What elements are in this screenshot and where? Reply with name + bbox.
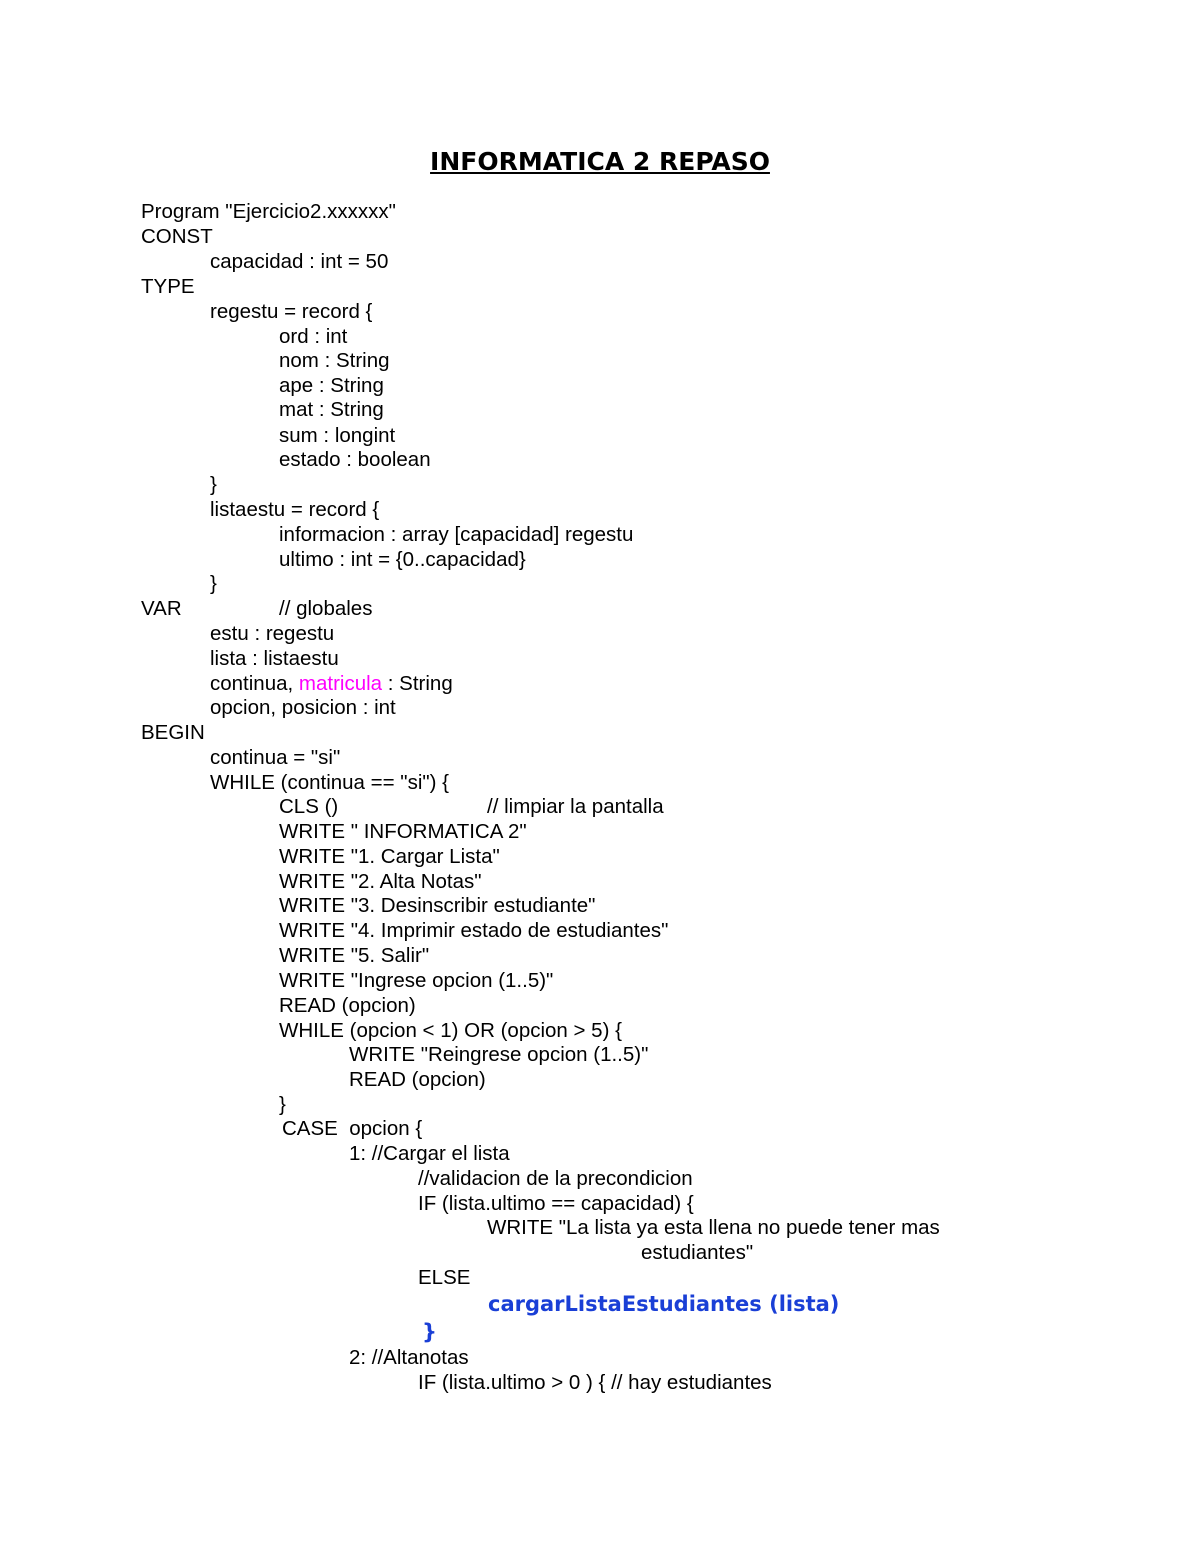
code-line: BEGIN: [141, 721, 205, 744]
code-line: READ (opcion): [279, 994, 416, 1017]
code-line: regestu = record {: [210, 300, 373, 323]
code-line: VAR: [141, 597, 182, 620]
code-line: sum : longint: [279, 424, 396, 447]
highlighted-function-call: cargarListaEstudiantes (lista): [488, 1292, 840, 1316]
code-line: IF (lista.ultimo == capacidad) {: [418, 1192, 694, 1215]
code-comment: // globales: [279, 597, 373, 620]
code-text: : String: [387, 672, 453, 695]
code-line: nom : String: [279, 349, 390, 372]
code-line: 1: //Cargar el lista: [349, 1142, 510, 1165]
code-line: CLS (): [279, 795, 339, 818]
code-line: WHILE (continua == "si") {: [210, 771, 450, 794]
code-comment: // limpiar la pantalla: [487, 795, 664, 818]
code-line: }: [210, 572, 217, 595]
code-line: WRITE "3. Desinscribir estudiante": [279, 894, 596, 917]
code-line: 2: //Altanotas: [349, 1346, 469, 1369]
code-comment: //validacion de la precondicion: [418, 1167, 693, 1190]
code-text: continua,: [210, 672, 294, 695]
code-line: CONST: [141, 225, 213, 248]
code-line: Program "Ejercicio2.xxxxxx": [141, 200, 396, 223]
code-line: ord : int: [279, 325, 348, 348]
code-line: WRITE "2. Alta Notas": [279, 870, 482, 893]
code-line: estu : regestu: [210, 622, 335, 645]
code-line: WRITE "La lista ya esta llena no puede tener mas: [487, 1216, 940, 1239]
code-line: opcion, posicion : int: [210, 696, 396, 719]
code-line: WRITE "Ingrese opcion (1..5)": [279, 969, 554, 992]
code-line: lista : listaestu: [210, 647, 339, 670]
code-line: estudiantes": [641, 1241, 754, 1264]
code-line: listaestu = record {: [210, 498, 380, 521]
code-line: WRITE "4. Imprimir estado de estudiantes": [279, 919, 669, 942]
code-line: [210, 671, 453, 696]
code-line: ELSE: [418, 1266, 471, 1289]
code-line: ape : String: [279, 374, 384, 397]
code-line: estado : boolean: [279, 448, 431, 471]
code-line: continua = "si": [210, 746, 341, 769]
code-line: CASE opcion {: [282, 1117, 423, 1140]
code-line: IF (lista.ultimo > 0 ) { // hay estudiantes: [418, 1371, 772, 1394]
code-line: WRITE "Reingrese opcion (1..5)": [349, 1043, 649, 1066]
code-line: WRITE "5. Salir": [279, 944, 430, 967]
code-line: ultimo : int = {0..capacidad}: [279, 548, 526, 571]
code-line: }: [210, 473, 217, 496]
code-line: mat : String: [279, 398, 384, 421]
code-line: informacion : array [capacidad] regestu: [279, 523, 634, 546]
code-line: }: [279, 1093, 286, 1116]
code-line: TYPE: [141, 275, 195, 298]
code-line: READ (opcion): [349, 1068, 486, 1091]
code-line: WRITE "1. Cargar Lista": [279, 845, 500, 868]
document-title: INFORMATICA 2 REPASO: [430, 147, 770, 176]
highlighted-variable: matricula: [298, 672, 383, 695]
code-line: WRITE " INFORMATICA 2": [279, 820, 527, 843]
highlighted-brace: }: [422, 1320, 437, 1344]
code-line: capacidad : int = 50: [210, 250, 389, 273]
code-line: WHILE (opcion < 1) OR (opcion > 5) {: [279, 1019, 622, 1042]
